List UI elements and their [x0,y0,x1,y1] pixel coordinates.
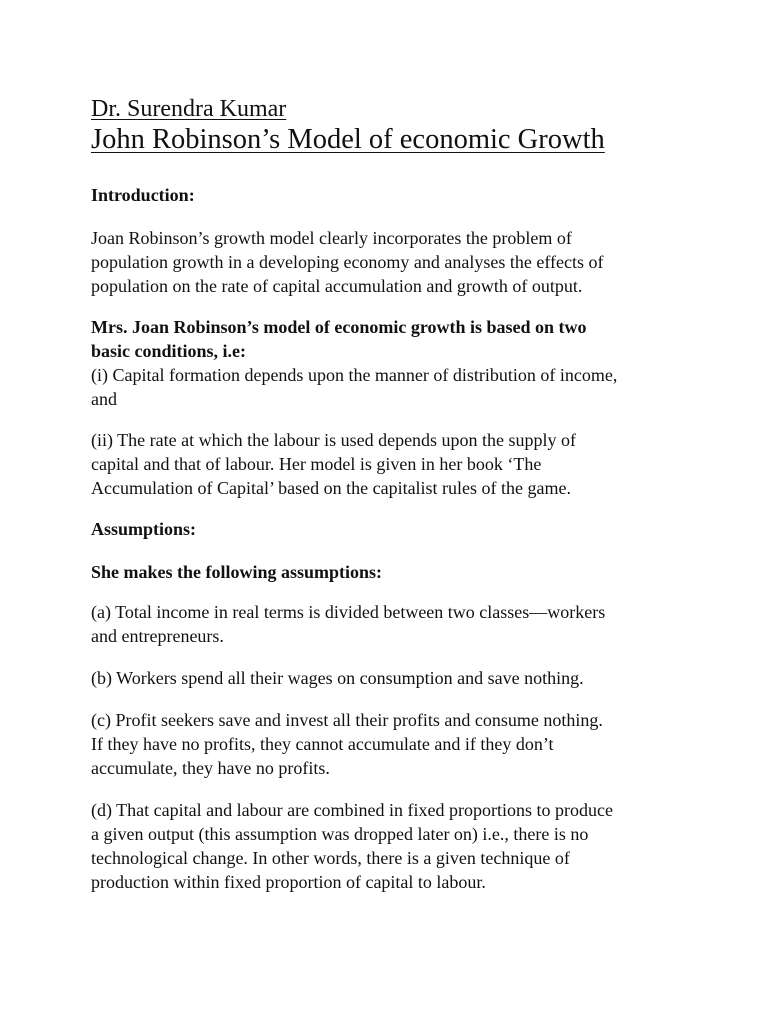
conditions-heading: Mrs. Joan Robinson’s model of economic growth is based on two basic conditions, i.e: [91,317,587,361]
condition-ii-paragraph: (ii) The rate at which the labour is used depends upon the supply of capital and that of labour. Her model is given in her book ‘The Accumulation of Capital’ based on the capitalist rules of the game. [91,430,577,498]
introduction-paragraph: Joan Robinson’s growth model clearly incorporates the problem of population growth in a developing economy and analyses the effects of population on the rate of capital accumulation and growth of output. [91,228,604,296]
document-title: John Robinson’s Model of economic Growth [91,124,605,155]
condition-i-paragraph: (i) Capital formation depends upon the manner of distribution of income, and [91,365,618,409]
assumption-b-paragraph: (b) Workers spend all their wages on consumption and save nothing. [91,668,584,688]
assumption-c-paragraph: (c) Profit seekers save and invest all their profits and consume nothing. If they have no profits, they cannot accumulate and if they don’t accumulate, they have no profits. [91,710,603,778]
assumptions-heading: Assumptions: [91,519,197,539]
assumption-d-paragraph: (d) That capital and labour are combined in fixed proportions to produce a given output (this assumption was dropped later on) i.e., there is no technological change. In other words, there is a given technique of production within fixed proportion of capital to labour. [91,800,613,892]
assumption-a-paragraph: (a) Total income in real terms is divided between two classes—workers and entrepreneurs. [91,602,606,646]
assumptions-subheading: She makes the following assumptions: [91,562,383,582]
author-name: Dr. Surendra Kumar [91,96,287,122]
introduction-heading: Introduction: [91,185,195,205]
